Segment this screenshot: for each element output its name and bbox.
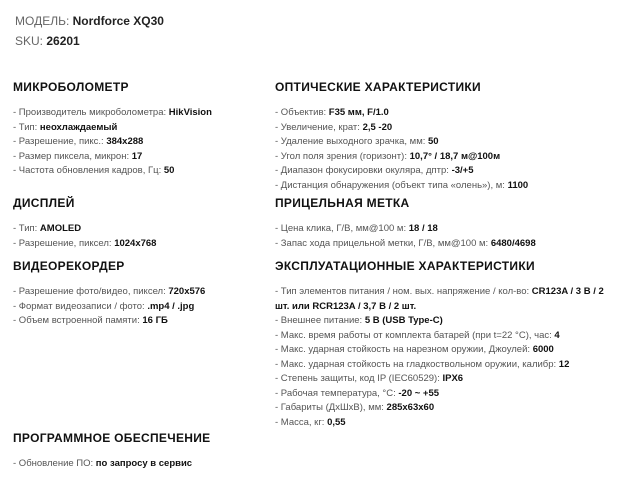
spec-item bbox=[275, 106, 528, 121]
spec-item bbox=[275, 358, 620, 373]
spec-label: - Разрешение, пиксел: bbox=[13, 237, 115, 249]
section-title: ДИСПЛЕЙ bbox=[13, 196, 75, 210]
spec-item bbox=[13, 314, 205, 329]
spec-item bbox=[13, 150, 212, 165]
spec-value: -3/+5 bbox=[451, 165, 474, 176]
spec-list bbox=[275, 106, 528, 193]
sku-line bbox=[15, 34, 80, 48]
spec-value: CR123A / 3 В / 2 шт. или RCR123A / 3,7 В / 2 шт. bbox=[275, 286, 604, 312]
spec-label: - Формат видеозаписи / фото: bbox=[13, 300, 148, 312]
section-title: ОПТИЧЕСКИЕ ХАРАКТЕРИСТИКИ bbox=[275, 80, 481, 94]
sku-label: SKU: bbox=[15, 34, 44, 48]
spec-label: - Производитель микроболометра: bbox=[13, 107, 169, 118]
spec-item bbox=[275, 329, 620, 344]
spec-value: 12 bbox=[558, 358, 570, 370]
spec-item bbox=[275, 401, 620, 416]
spec-item bbox=[275, 343, 620, 358]
spec-value: 50 bbox=[163, 165, 175, 176]
spec-label: - Размер пиксела, микрон: bbox=[13, 150, 132, 162]
spec-item bbox=[13, 300, 205, 315]
spec-label: - Габариты (ДхШхВ), мм: bbox=[275, 402, 387, 413]
spec-label: - Внешнее питание: bbox=[275, 315, 365, 326]
section-optics bbox=[275, 80, 528, 193]
spec-item bbox=[275, 121, 528, 136]
section-display bbox=[13, 196, 156, 251]
spec-item bbox=[13, 457, 210, 472]
spec-value: 6480/4698 bbox=[490, 237, 536, 249]
spec-value: 720x576 bbox=[168, 286, 206, 297]
spec-value: 16 ГБ bbox=[142, 315, 168, 326]
spec-value: IPX6 bbox=[442, 373, 464, 384]
spec-label: - Степень защиты, код IP (IEC60529): bbox=[275, 373, 443, 384]
spec-item bbox=[13, 135, 212, 150]
spec-list bbox=[13, 285, 205, 329]
section-title: ПРИЦЕЛЬНАЯ МЕТКА bbox=[275, 196, 410, 210]
spec-list bbox=[275, 222, 536, 251]
section-microbolometer bbox=[13, 80, 212, 179]
spec-item bbox=[275, 237, 536, 252]
spec-value: 18 / 18 bbox=[408, 223, 438, 234]
spec-item bbox=[13, 121, 212, 136]
section-software bbox=[13, 431, 210, 472]
spec-item bbox=[275, 416, 620, 431]
section-operational bbox=[275, 259, 620, 430]
spec-list bbox=[275, 285, 620, 430]
spec-value: F35 мм, F/1.0 bbox=[328, 107, 389, 118]
spec-label: - Увеличение, крат: bbox=[275, 121, 363, 133]
spec-label: - Обновление ПО: bbox=[13, 458, 96, 469]
spec-item bbox=[275, 135, 528, 150]
spec-label: - Разрешение фото/видео, пиксел: bbox=[13, 286, 169, 297]
model-label: МОДЕЛЬ: bbox=[15, 14, 70, 28]
spec-label: - Объектив: bbox=[275, 107, 329, 118]
model-value: Nordforce XQ30 bbox=[72, 14, 164, 28]
spec-value: неохлаждаемый bbox=[39, 121, 118, 133]
spec-label: - Тип: bbox=[13, 121, 40, 133]
spec-label: - Дистанция обнаружения (объект типа «олень»), м: bbox=[275, 179, 508, 191]
spec-list bbox=[13, 457, 210, 472]
spec-value: HikVision bbox=[168, 107, 212, 118]
spec-item bbox=[275, 179, 528, 194]
spec-label: - Удаление выходного зрачка, мм: bbox=[275, 136, 429, 147]
spec-label: - Рабочая температура, °С: bbox=[275, 387, 399, 399]
spec-label: - Угол поля зрения (горизонт): bbox=[275, 150, 410, 162]
sku-value: 26201 bbox=[46, 34, 80, 48]
spec-value: 17 bbox=[131, 150, 143, 162]
spec-item bbox=[13, 222, 156, 237]
section-title: ВИДЕОРЕКОРДЕР bbox=[13, 259, 125, 273]
spec-item bbox=[275, 387, 620, 402]
spec-item bbox=[275, 164, 528, 179]
spec-label: - Тип элементов питания / ном. вых. напряжение / кол-во: bbox=[275, 286, 532, 297]
spec-label: - Запас хода прицельной метки, Г/В, мм@100 м: bbox=[275, 237, 491, 249]
spec-value: AMOLED bbox=[39, 223, 82, 234]
spec-value: по запросу в сервис bbox=[95, 458, 193, 469]
spec-label: - Макс. ударная стойкость на нарезном оружии, Джоулей: bbox=[275, 344, 533, 355]
spec-label: - Цена клика, Г/В, мм@100 м: bbox=[275, 223, 409, 234]
spec-value: .mp4 / .jpg bbox=[147, 300, 195, 312]
spec-value: 1100 bbox=[507, 179, 529, 191]
spec-value: 384x288 bbox=[106, 136, 144, 147]
spec-item bbox=[275, 314, 620, 329]
spec-value: 2,5 -20 bbox=[362, 121, 393, 133]
spec-item bbox=[275, 222, 536, 237]
spec-value: 4 bbox=[554, 329, 560, 341]
section-title: МИКРОБОЛОМЕТР bbox=[13, 80, 129, 94]
spec-label: - Диапазон фокусировки окуляра, дптр: bbox=[275, 165, 452, 176]
spec-item bbox=[13, 285, 205, 300]
spec-value: 6000 bbox=[532, 344, 554, 355]
spec-item bbox=[13, 106, 212, 121]
spec-value: 0,55 bbox=[327, 416, 346, 428]
spec-value: 1024x768 bbox=[114, 237, 157, 249]
section-title: ПРОГРАММНОЕ ОБЕСПЕЧЕНИЕ bbox=[13, 431, 211, 445]
spec-label: - Макс. время работы от комплекта батарей (при t=22 °C), час: bbox=[275, 329, 555, 341]
spec-value: 50 bbox=[428, 136, 439, 147]
spec-item bbox=[13, 164, 212, 179]
spec-label: - Частота обновления кадров, Гц: bbox=[13, 165, 164, 176]
spec-label: - Макс. ударная стойкость на гладкоствольном оружии, калибр: bbox=[275, 358, 559, 370]
section-recorder bbox=[13, 259, 205, 329]
model-line bbox=[15, 14, 164, 28]
spec-label: - Объем встроенной памяти: bbox=[13, 315, 143, 326]
spec-list bbox=[13, 222, 156, 251]
section-title: ЭКСПЛУАТАЦИОННЫЕ ХАРАКТЕРИСТИКИ bbox=[275, 259, 535, 273]
spec-list bbox=[13, 106, 212, 179]
spec-value: 285x63x60 bbox=[386, 402, 435, 413]
spec-item bbox=[275, 285, 620, 314]
spec-item bbox=[13, 237, 156, 252]
spec-value: -20 ~ +55 bbox=[398, 387, 440, 399]
spec-value: 5 В (USB Type-C) bbox=[364, 315, 443, 326]
section-reticle bbox=[275, 196, 536, 251]
spec-label: - Разрешение, пикс.: bbox=[13, 136, 107, 147]
spec-item bbox=[275, 150, 528, 165]
spec-item bbox=[275, 372, 620, 387]
spec-label: - Тип: bbox=[13, 223, 40, 234]
spec-label: - Масса, кг: bbox=[275, 416, 328, 428]
spec-value: 10,7° / 18,7 м@100м bbox=[409, 150, 501, 162]
